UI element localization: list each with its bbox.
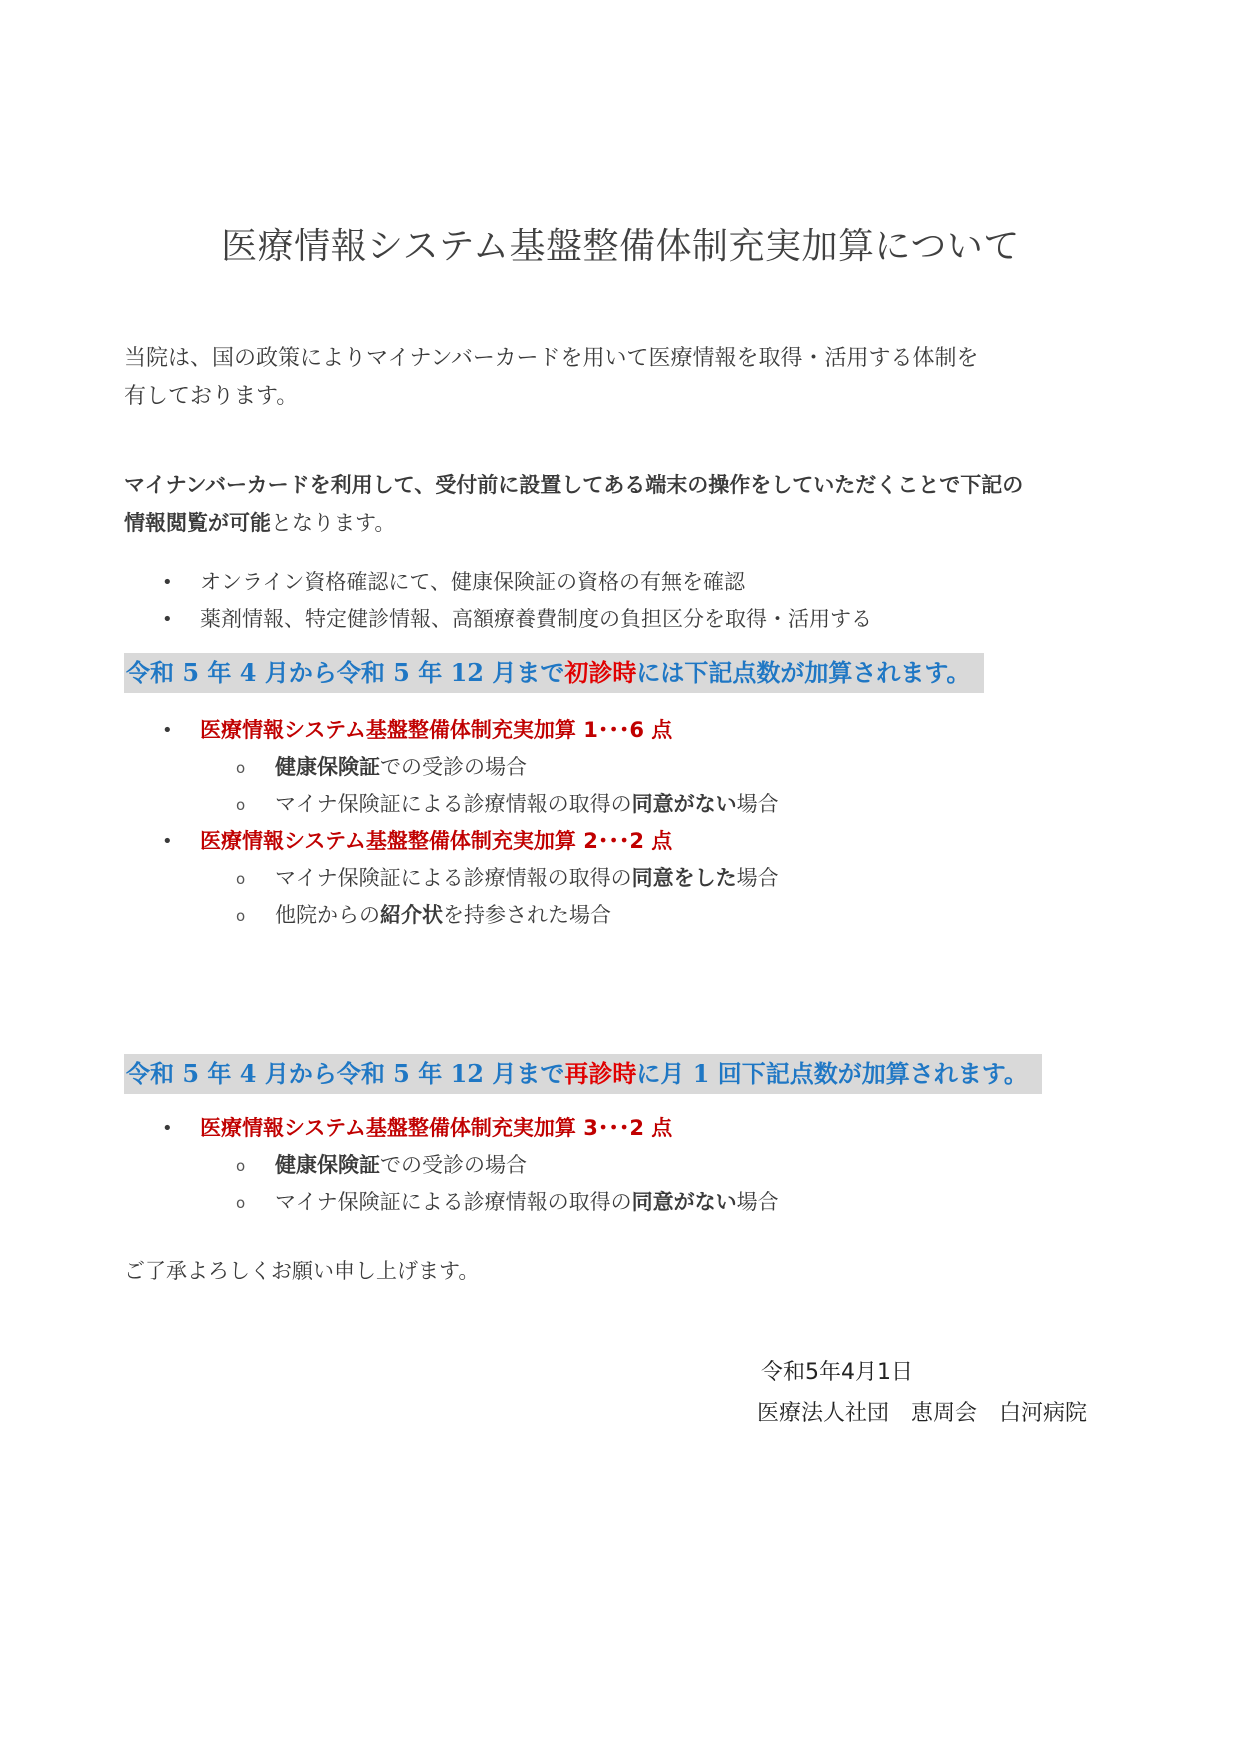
page-title: 医療情報システム基盤整備体制充実加算について [221, 226, 1020, 267]
list-item: • 医療情報システム基盤整備体制充実加算 3･･･2 点 [124, 1110, 1124, 1147]
intro-line-2: 有しております。 [124, 384, 299, 409]
revisit-banner: 令和 5 年 4 月から令和 5 年 12 月まで再診時に月 1 回下記点数が加算されます。 [124, 1054, 1042, 1094]
circle-bullet-icon: o [236, 1194, 246, 1212]
bullet-icon: • [162, 609, 173, 630]
sub-list-item: o 他院からの紹介状を持参された場合 [124, 897, 1124, 934]
revisit-highlight: 再診時 [564, 1059, 637, 1088]
closing-text: ご了承よろしくお願い申し上げます。 [124, 1259, 480, 1283]
bullet-icon: • [162, 720, 173, 741]
notice-paragraph [124, 466, 1124, 542]
sub-list-item: o 健康保険証での受診の場合 [124, 749, 1124, 786]
info-bullet-list [124, 564, 1124, 638]
first-visit-highlight: 初診時 [564, 658, 637, 687]
circle-bullet-icon: o [236, 1157, 246, 1175]
circle-bullet-icon: o [236, 870, 246, 888]
list-item: • 医療情報システム基盤整備体制充実加算 1･･･6 点 [124, 712, 1124, 749]
organization-name: 医療法人社団 恵周会 白河病院 [757, 1401, 1088, 1426]
list-item: • 医療情報システム基盤整備体制充実加算 2･･･2 点 [124, 823, 1124, 860]
notice-line-1: マイナンバーカードを利用して、受付前に設置してある端末の操作をしていただくことで下記の [124, 473, 1024, 497]
sub-list-item: o マイナ保険証による診療情報の取得の同意がない場合 [124, 1184, 1124, 1221]
revisit-list [124, 1110, 1124, 1221]
notice-line-2-rest: となります。 [271, 511, 396, 535]
first-visit-banner: 令和 5 年 4 月から令和 5 年 12 月まで初診時には下記点数が加算されます。 [124, 653, 984, 693]
intro-line-1: 当院は、国の政策によりマイナンバーカードを用いて医療情報を取得・活用する体制を [124, 346, 979, 371]
bullet-icon: • [162, 831, 173, 852]
notice-line-2-bold: 情報閲覧が可能 [124, 511, 271, 535]
list-item: • オンライン資格確認にて、健康保険証の資格の有無を確認 [124, 564, 1124, 601]
bullet-icon: • [162, 572, 173, 593]
sub-list-item: o マイナ保険証による診療情報の取得の同意をした場合 [124, 860, 1124, 897]
sub-list-item: o 健康保険証での受診の場合 [124, 1147, 1124, 1184]
intro-paragraph [124, 340, 1124, 416]
bullet-icon: • [162, 1118, 173, 1139]
issue-date: 令和5年4月1日 [761, 1360, 913, 1385]
circle-bullet-icon: o [236, 759, 246, 777]
circle-bullet-icon: o [236, 907, 246, 925]
circle-bullet-icon: o [236, 796, 246, 814]
list-item: • 薬剤情報、特定健診情報、高額療養費制度の負担区分を取得・活用する [124, 601, 1124, 638]
first-visit-list [124, 712, 1124, 934]
sub-list-item: o マイナ保険証による診療情報の取得の同意がない場合 [124, 786, 1124, 823]
